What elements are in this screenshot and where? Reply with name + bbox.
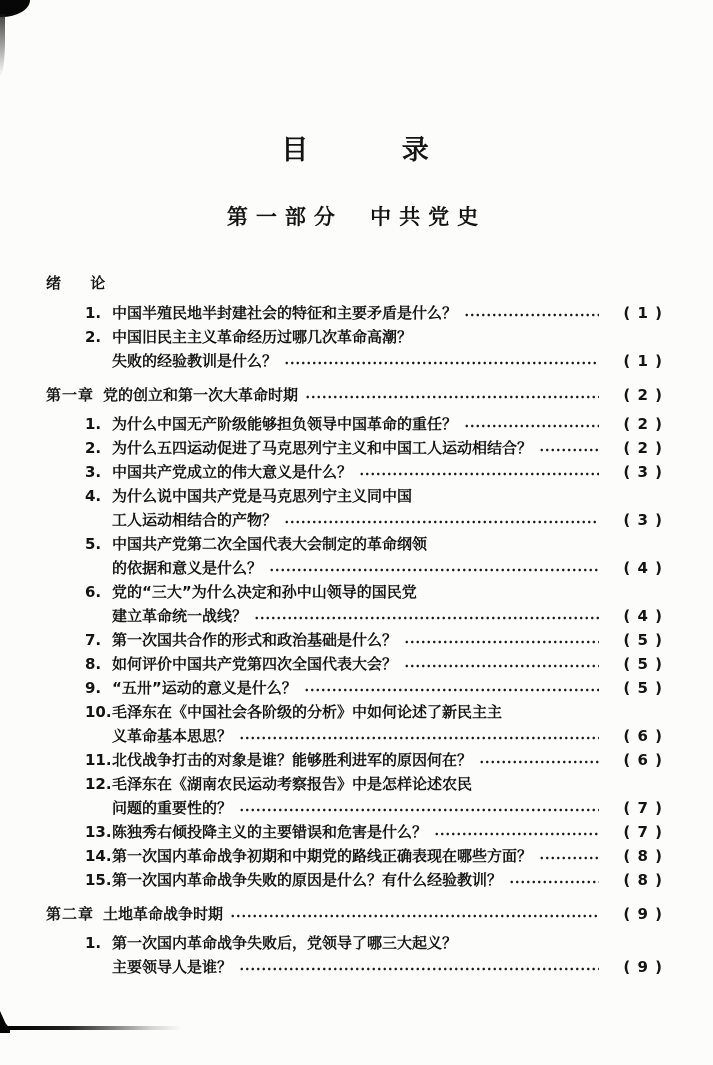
toc-item [46, 580, 663, 628]
entry-last-line [112, 508, 663, 532]
entry-last-line [112, 652, 663, 676]
entry-body [112, 652, 663, 676]
entry-number: 14. [85, 847, 112, 865]
chapter-number: 第一章 [46, 386, 95, 404]
dot-leader [434, 820, 599, 844]
entry-body [112, 676, 663, 700]
entry-text-line: 党的“三大”为什么决定和孙中山领导的国民党 [112, 583, 417, 601]
entry-last-line [112, 628, 663, 652]
toc-item [46, 700, 663, 748]
entry-text: 工人运动相结合的产物？ [112, 511, 278, 529]
entry-last-line [112, 844, 663, 868]
entry-text: 党的创立和第一次大革命时期 [103, 386, 299, 404]
entry-last-line [112, 748, 663, 772]
entry-text: 的依据和意义是什么？ [112, 559, 263, 577]
entry-text-line: 中国共产党第二次全国代表大会制定的革命纲领 [112, 535, 428, 553]
entry-number: 13. [85, 823, 112, 841]
toc-item [46, 412, 663, 436]
entry-number: 2. [85, 439, 102, 457]
toc-item [46, 931, 663, 979]
toc-item [46, 628, 663, 652]
dot-leader [284, 508, 599, 532]
entry-body [112, 580, 663, 628]
entry-body [112, 325, 663, 373]
dot-leader [359, 460, 599, 484]
page-number: ( 2 ) [623, 415, 663, 433]
page-number: ( 1 ) [623, 304, 663, 322]
page-number: ( 5 ) [623, 631, 663, 649]
entry-text: 建立革命统一战线？ [112, 607, 248, 625]
entry-last-line [112, 349, 663, 373]
entry-number: 9. [85, 679, 102, 697]
entry-text: 中国半殖民地半封建社会的特征和主要矛盾是什么？ [112, 304, 458, 322]
toc-item [46, 676, 663, 700]
entry-number: 3. [85, 463, 102, 481]
part-heading: 第一部分 中共党史 [226, 205, 487, 229]
entry-body [112, 820, 663, 844]
entry-body [112, 484, 663, 532]
scan-artifact-bottom-left-line [7, 1026, 182, 1030]
dot-leader [539, 844, 599, 868]
entry-number: 8. [85, 655, 102, 673]
entry-body [112, 931, 663, 979]
page-number: ( 9 ) [623, 905, 663, 923]
dot-leader [239, 796, 599, 820]
entry-text-line: 毛泽东在《中国社会各阶级的分析》中如何论述了新民主主 [112, 703, 503, 721]
chapter-number: 第二章 [46, 905, 95, 923]
entry-text: 土地革命战争时期 [103, 905, 224, 923]
entry-number: 6. [85, 583, 102, 601]
entry-last-line [112, 604, 663, 628]
toc-item [46, 748, 663, 772]
entry-text: 为什么五四运动促进了马克思列宁主义和中国工人运动相结合？ [112, 439, 533, 457]
entry-text: 如何评价中国共产党第四次全国代表大会？ [112, 655, 398, 673]
page-number: ( 5 ) [623, 655, 663, 673]
page-number: ( 6 ) [623, 727, 663, 745]
page-number: ( 5 ) [623, 679, 663, 697]
toc-item [46, 301, 663, 325]
entry-body [112, 532, 663, 580]
dot-leader [239, 724, 599, 748]
entry-last-line [103, 383, 663, 407]
entry-body [103, 902, 663, 926]
entry-text-line: 中国旧民主主义革命经历过哪几次革命高潮？ [112, 328, 413, 346]
dot-leader [539, 436, 599, 460]
entry-text: 问题的重要性的？ [112, 799, 233, 817]
entry-last-line [103, 902, 663, 926]
entry-number: 1. [85, 415, 102, 433]
entry-number: 7. [85, 631, 102, 649]
dot-leader [304, 676, 599, 700]
page-title: 目 录 [281, 135, 432, 166]
entry-last-line [112, 868, 663, 892]
entry-text: 失败的经验教训是什么？ [112, 352, 278, 370]
dot-leader [404, 628, 599, 652]
entry-number: 15. [85, 871, 112, 889]
entry-text: “五卅”运动的意义是什么？ [112, 679, 297, 697]
page-number: ( 9 ) [623, 958, 663, 976]
toc-item [46, 652, 663, 676]
page-number: ( 7 ) [623, 823, 663, 841]
entry-number: 1. [85, 304, 102, 322]
entry-text-line: 毛泽东在《湖南农民运动考察报告》中是怎样论述农民 [112, 775, 473, 793]
entry-number: 10. [85, 703, 112, 721]
entry-number: 4. [85, 487, 102, 505]
dot-leader [509, 868, 599, 892]
entry-body [112, 460, 663, 484]
dot-leader [284, 349, 599, 373]
dot-leader [305, 383, 599, 407]
entry-text: 义革命基本思思？ [112, 727, 233, 745]
entry-last-line [112, 460, 663, 484]
entry-last-line [112, 796, 663, 820]
toc-chapter [46, 383, 663, 407]
entry-last-line [112, 301, 663, 325]
toc-item [46, 844, 663, 868]
dot-leader [479, 748, 599, 772]
page-number: ( 7 ) [623, 799, 663, 817]
entry-text: 主要领导人是谁？ [112, 958, 233, 976]
page-number: ( 2 ) [623, 439, 663, 457]
toc-item [46, 436, 663, 460]
entry-last-line [112, 412, 663, 436]
entry-text-line: 第一次国内革命战争失败后，党领导了哪三大起义？ [112, 934, 458, 952]
page-number: ( 8 ) [623, 847, 663, 865]
toc-chapter [46, 902, 663, 926]
section-label: 绪 论 [46, 274, 118, 292]
dot-leader [404, 652, 599, 676]
entry-text: 北伐战争打击的对象是谁？能够胜利进军的原因何在？ [112, 751, 473, 769]
toc-item [46, 820, 663, 844]
entry-text: 为什么中国无产阶级能够担负领导中国革命的重任？ [112, 415, 458, 433]
entry-body [112, 436, 663, 460]
entry-last-line [112, 820, 663, 844]
page-number: ( 4 ) [623, 607, 663, 625]
page-number: ( 2 ) [623, 386, 663, 404]
entry-text: 第一次国内革命战争初期和中期党的路线正确表现在哪些方面？ [112, 847, 533, 865]
entry-last-line [112, 436, 663, 460]
toc-list [46, 271, 663, 979]
entry-last-line [112, 724, 663, 748]
entry-body [112, 868, 663, 892]
page-number: ( 3 ) [623, 463, 663, 481]
toc-item [46, 868, 663, 892]
entry-body [112, 700, 663, 748]
entry-number: 12. [85, 775, 112, 793]
entry-last-line [112, 676, 663, 700]
entry-body [112, 844, 663, 868]
entry-number: 5. [85, 535, 102, 553]
page-number: ( 4 ) [623, 559, 663, 577]
page-number: ( 1 ) [623, 352, 663, 370]
entry-text: 第一次国内革命战争失败的原因是什么？有什么经验教训？ [112, 871, 503, 889]
entry-body [112, 628, 663, 652]
entry-number: 2. [85, 328, 102, 346]
page-number: ( 6 ) [623, 751, 663, 769]
page-number: ( 8 ) [623, 871, 663, 889]
dot-leader [464, 412, 599, 436]
entry-body [112, 772, 663, 820]
toc-item [46, 325, 663, 373]
entry-body [112, 301, 663, 325]
entry-body [103, 383, 663, 407]
dot-leader [254, 604, 599, 628]
entry-text-line: 为什么说中国共产党是马克思列宁主义同中国 [112, 487, 413, 505]
toc-item [46, 772, 663, 820]
entry-body [112, 748, 663, 772]
entry-last-line [112, 556, 663, 580]
entry-text: 第一次国共合作的形式和政治基础是什么？ [112, 631, 398, 649]
page-number: ( 3 ) [623, 511, 663, 529]
entry-number: 1. [85, 934, 102, 952]
toc-section [46, 271, 663, 295]
dot-leader [464, 301, 599, 325]
entry-last-line [112, 955, 663, 979]
entry-body [112, 412, 663, 436]
entry-text: 陈独秀右倾投降主义的主要错误和危害是什么？ [112, 823, 428, 841]
entry-number: 11. [85, 751, 112, 769]
dot-leader [230, 902, 599, 926]
dot-leader [269, 556, 599, 580]
entry-text: 中国共产党成立的伟大意义是什么？ [112, 463, 353, 481]
toc-item [46, 532, 663, 580]
toc-item [46, 484, 663, 532]
toc-item [46, 460, 663, 484]
dot-leader [239, 955, 599, 979]
